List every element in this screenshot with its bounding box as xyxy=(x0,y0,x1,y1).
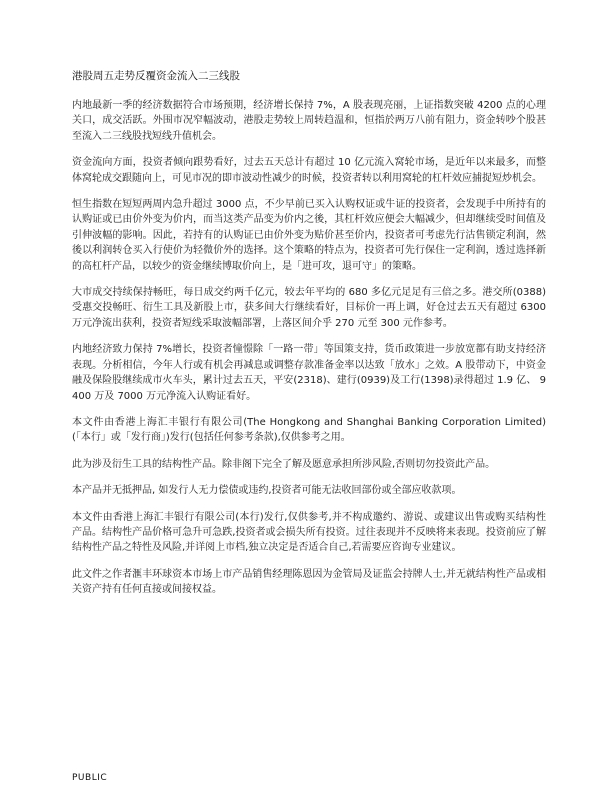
paragraph-china-economy: 内地经济致力保持 7%增长，投资者憧憬除「一路一带」等国策支持，货币政策进一步放宽都有助支持经济表现。分析相信，今年人行或有机会再减息或调整存款准备金率以达致「放水」之效。A 股带动下，中资金融及保险股继续成市火车头，累计过去五天，平安(2318)、建行(0939)及工行(1398)录得超过 1.9 亿、 9400 万及 7000 万元净流入认购证看好。 xyxy=(72,344,546,402)
paragraph-issuer-disclaimer: 本文件由香港上海汇丰银行有限公司(The Hongkong and Shanghai Banking Corporation Limited) (「本行」或「发行商」)发行(包括任何参考条款),仅供参考之用。 xyxy=(72,416,546,444)
classification-label: PUBLIC xyxy=(72,773,108,783)
paragraph-author-disclosure: 此文件之作者滙丰环球资本市场上市产品销售经理陈恩因为金管局及证监会持牌人士,并无就结构性产品或相关资产持有任何直接或间接权益。 xyxy=(72,568,546,596)
article-title: 港股周五走势反覆资金流入二三线股 xyxy=(72,70,240,82)
paragraph-fund-flows: 资金流向方面，投资者倾向跟势看好，过去五天总计有超过 10 亿元流入窝轮市场，是近年以来最多，而整体窝轮成交跟随向上，可见市况的即市波动性减少的时候，投资者转以利用窝轮的杠杆效应捕捉短炒机会。 xyxy=(72,157,546,184)
document-page xyxy=(72,0,546,792)
paragraph-risk-disclosure: 本文件由香港上海汇丰银行有限公司(本行)发行,仅供参考,并不构成邀约、游说、或建议出售或购买结构性产品。结构性产品价格可急升可急跌,投资者或会损失所有投资。过往表现并不反映将来表现。投资前应了解结构性产品之特性及风险,并详阅上市档,独立决定是否适合自己,若需要应咨询专业建议。 xyxy=(72,511,546,554)
paragraph-strategy: 恒生指数在短短两周内急升超过 3000 点，不少早前已买入认购权证或牛证的投资者，会发现手中所持有的认购证或已由价外变为价内，而当这类产品变为价内之後，其杠杆效应便会大幅减少，但却继续受时间值及引伸波幅的影响。因此，若持有的认购证已由价外变为贴价甚至价内，投资者可考虑先行沽售锁定利润，然後以利润转仓买入行使价为轻微价外的选择。这个策略的特点为，投资者可先行保住一定利润，透过选择新的高杠杆产品，以较少的资金继续博取价向上，是「进可攻，退可守」的策略。 xyxy=(72,199,546,272)
paragraph-derivative-warning: 此为涉及衍生工具的结构性产品。除非阁下完全了解及愿意承担所涉风险,否则切勿投资此产品。 xyxy=(72,458,496,470)
paragraph-collateral-warning: 本产品并无抵押品, 如发行人无力偿债或违约,投资者可能无法收回部份或全部应收款项。 xyxy=(72,485,462,497)
article-body xyxy=(72,98,546,609)
paragraph-market-overview: 内地最新一季的经济数据符合市场预期，经济增长保持 7%，A 股表现亮丽，上证指数突破 4200 点的心理关口，成交活跃。外围市况窄幅波动，港股走势较上周转趋温和，恒指於两万八前有阻力，资金转吵个股甚至流入二三线股找短线升值机会。 xyxy=(72,100,546,142)
paragraph-hkex: 大市成交持续保持畅旺，每日成交约两千亿元，较去年平均的 680 多亿元足足有三倍之多。港交所(0388)受惠交投畅旺、衍生工具及新股上市，获多间大行继续看好，目标价一再上调，好仓过去五天有超过 6300 万元净流出获利，投资者短线采取波幅部署，上落区间介乎 270 元至 300 元作参考。 xyxy=(72,287,546,329)
